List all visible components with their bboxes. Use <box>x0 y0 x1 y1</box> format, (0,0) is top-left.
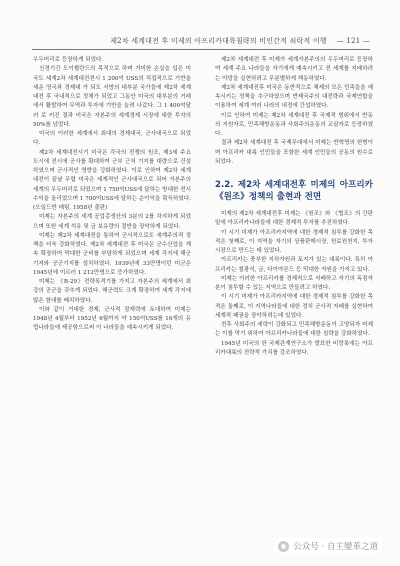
paragraph: 미제의 제2차 세계대전후 미제는 《원조》와 《협조》의 간판밑에 아프리카나라들에 대한 경제적 투자를 추진하였다. <box>215 211 373 227</box>
wechat-icon <box>278 541 289 552</box>
section-heading: 2.2. 제2차 세계대전후 미제의 아프리카 《원조》정책의 출현과 전면 <box>215 180 373 202</box>
paragraph: 이로 인하여 미제는 제2차 세계대전 후 국제적 범위에서 반동의 지원자로, 민족해방운동과 사회주의운동의 교살자로 등장하였다. <box>215 112 373 137</box>
paragraph: 이 시기 미제가 아프리카지역에 대한 경제적 침투를 강화한 목적은 첫째로, 이 지역을 자기의 상품판매시장, 원료원천지, 투자시장으로 만드는 데 있었다. <box>215 229 373 254</box>
wechat-watermark <box>274 538 382 554</box>
right-column <box>215 56 373 358</box>
paragraph: 이 시기 미제가 아프리카지역에 대한 경제적 침투를 강화한 목적은 둘째로, 이 지역나라들에 대한 정치 군사적 지배를 실현하여 세계적 패권을 장악하려는데 있었다. <box>215 294 373 319</box>
paragraph: 미제는 《B-29》전략폭격기를 가지고 자본주의 세계에서 최강의 공군을 갖추게 되었다. 해군력도 크게 확장하여 세계 각지에 많은 함대를 배치하였다. <box>33 279 191 304</box>
page-number: — 121 — <box>336 37 370 45</box>
paragraph: 이와 같이 거대한 경제, 군사적 잠재력에 토대하여 미제는 1948년 4월부터 1952년 6월까지 약 150억USS를 16개의 유럽나라들에 제공함으로써 이 나라들을 예속시키게 되었다. <box>33 306 191 332</box>
running-header <box>32 34 370 48</box>
paragraph: 아프리카는 풍부한 지하자원과 토지가 있는 대륙이다. 특히 아프리카는 철광석, 금, 다이야몬드 등 막대한 자원을 가지고 있다. <box>215 257 373 273</box>
paragraph: 제2차 세계대전 후 미제가 세계자본주의의 우두머리로 등장하여 세계 주요 나라들을 자기에게 예속시키고 전 세계를 지배하려는 야망을 실현하려고 무분별하게 책동하였다. <box>215 57 373 82</box>
header-rule <box>32 49 370 50</box>
header-title: 제2차 세계대전 후 미제의 아프리카대륙침략의 비인간적 쇠락적 이행 <box>110 37 327 45</box>
paragraph: 신경기간 도이췰란드의 목적으로 하며 거미한 손실을 입은 미국도 세계2차 세계대전전시 1 200억 USS의 직접적으로 기반을 세운 영국과 경제대 가 되도 서방의 대부분 국가들에 제2차 세계대전 후 국내적으로 정체가 되었고 그동안 미국의 대부분의 거래에서 활발하여 무역과 투자에 기반을 늘려 나갔다. 그 1 400억달러 로 커진 결과 미국은 자본주의 세계경제 시장에 대한 투자의 50%를 넘었다. <box>33 66 191 128</box>
paragraph: 우두머리로 등장하게 되었다. <box>33 57 104 63</box>
paragraph: 미제는 자본주의 세계 공업총생산의 3분의 2를 차지하게 되었으며 또한 세계 석유 및 금 보유량의 절반을 장악하게 되었다. <box>33 214 191 230</box>
paragraph: 미국의 이러한 세계에서 최대의 경제대국, 군사대국으로 되었다. <box>33 131 191 147</box>
paragraph: 전후 사회주의 세력이 강화되고 민족해방운동이 고양되자 미제는 이를 막기 위하여 아프리카나라들에 대한 침략을 강화하였다. <box>215 322 373 338</box>
paragraph: 미제는 이러한 아프리카를 경제적으로 지배하고 자기의 독점자본이 침투할 수 있는 지역으로 만들려고 하였다. <box>215 275 373 291</box>
paragraph: 결과 제2차 세계대전 후 국제무대에서 미제는 반혁명의 헌병이며 아프리카 대륙 인민들을 포함한 세계 인민들의 공동의 원수로 되었다. <box>215 140 373 165</box>
paragraph: 제2차 세계대전후 미국은 동반적으로 체제의 모든 민족들을 예속시키는 정책을 추구하였으며 반제국주의 대전략과 국제연합을 이용하여 세계 여러 나라의 내정에 간섭하였다. <box>215 84 373 110</box>
paragraph: 미제는 제2차 세계대전을 통하여 군사적으로도 세계주의적 정책을 더욱 강화하였다. 제2차 세계대전 후 미국은 군수산업을 계속 확장하여 막대한 군비를 부담하게 되었으며 세계 각지에 해군기지와 공군기지를 설치하였다. 1939년에 33만명이던 미군은 1945년에 이르러 1 212만명으로 증가하였다. <box>33 232 191 276</box>
watermark-text: 公众号 · 自主變革之道 <box>293 542 378 552</box>
paragraph: 제2차 세계대전시기 미국은 각국의 전쟁의 원조, 제3세 주요 도시에 전시에 군사를 확대하여 군부 근처 기지를 대량으로 건설하였으며 군사적인 영향을 강화하였다. 이로 인하여 제2차 세계대전이 끝날 무렵 미국은 세계적인 군사대국으로 되어 자본주의 세계의 우두머리로 되었으며 1 750억USS에 달하는 방대한 전시수익을 올리었으며 1 700억USS에 달하는 순이익을 획득하였다. (오일드반 매팅, 1958년 출판) <box>33 149 191 211</box>
left-column <box>33 56 191 334</box>
paragraph: 1945년 미국의 한 국제관계연구소가 발표한 비망록에는 아프리카대륙의 전략적 가치를 강조하였다. <box>215 340 373 356</box>
